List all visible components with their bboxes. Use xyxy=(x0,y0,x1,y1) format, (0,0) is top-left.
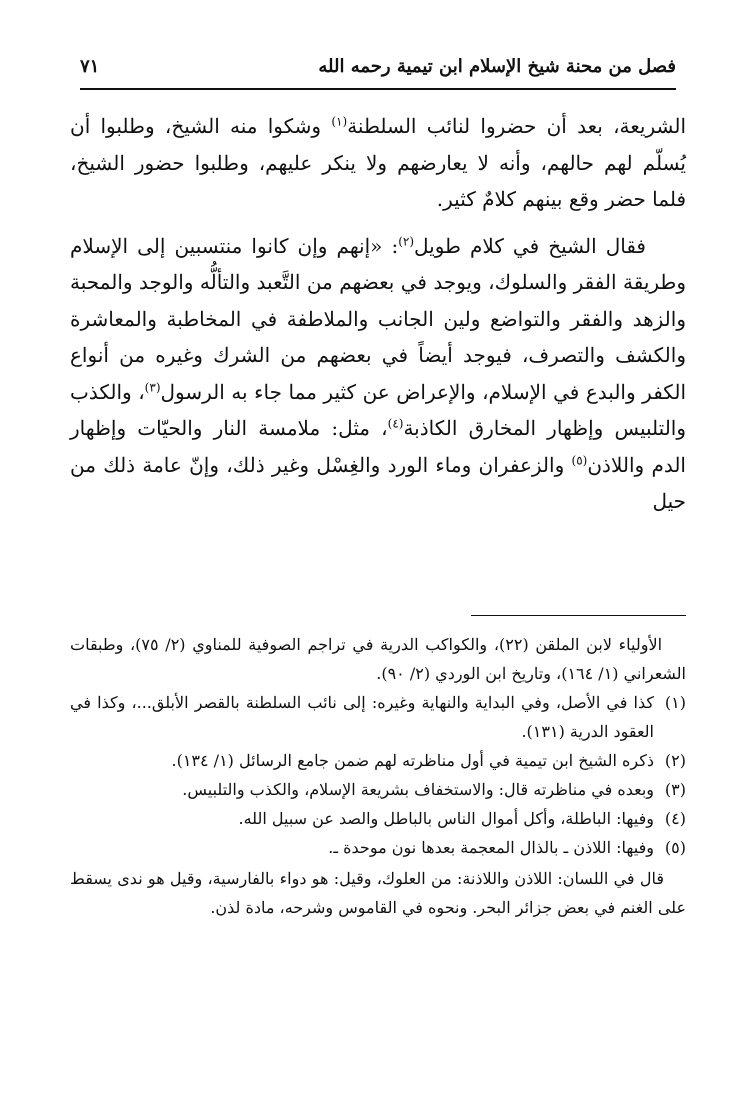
footnote-5 xyxy=(70,833,686,862)
running-title: فصل من محنة شيخ الإسلام ابن تيمية رحمه الله xyxy=(318,55,676,77)
footnotes xyxy=(70,630,686,922)
paragraph-1 xyxy=(70,108,686,218)
page-number: ٧١ xyxy=(80,55,100,77)
header-rule xyxy=(80,88,676,90)
p2-text-c: ، والكذب والتلبيس وإظهار المخارق الكاذبة xyxy=(70,379,686,440)
footnote-continuation: الأولياء لابن الملقن (٢٢)، والكواكب الدرية في تراجم الصوفية للمناوي (٢/ ٧٥)، وطبقات الشعراني (١/ ١٦٤)، وتاريخ ابن الوردي (٢/ ٩٠). xyxy=(70,635,686,683)
footnote-number: (٤) xyxy=(664,809,686,828)
footnote-number: (٥) xyxy=(664,838,686,857)
footnote-ref-5: (٥) xyxy=(571,452,588,467)
footnote-ref-3: (٣) xyxy=(144,379,161,394)
p1-text-b: وشكوا منه الشيخ، وطلبوا أن يُسلّم لهم حالهم، وأنه لا يعارضهم ولا ينكر عليهم، وطلبوا حضور الشيخ، فلما حضر وقع بينهم كلامٌ كثير. xyxy=(70,114,686,211)
p2-text-d: ، مثل: ملامسة النار والحيّات وإظهار الدم واللاذن xyxy=(70,416,686,477)
p2-text-a: فقال الشيخ في كلام طويل xyxy=(414,233,646,258)
footnote-separator xyxy=(471,615,686,616)
footnote-number: (١) xyxy=(664,693,686,712)
p2-text-e: والزعفران وماء الورد والغِسْل وغير ذلك، وإنّ عامة ذلك من حيل xyxy=(70,452,686,513)
footnote-number: (٢) xyxy=(664,751,686,770)
footnote-text: ذكره الشيخ ابن تيمية في أول مناظرته لهم ضمن جامع الرسائل (١/ ١٣٤). xyxy=(171,751,654,770)
p1-text-a: الشريعة، بعد أن حضروا لنائب السلطنة xyxy=(347,114,686,138)
footnote-5-detail: قال في اللسان: اللاذن واللاذنة: من العلوك، وقيل: هو دواء بالفارسية، وقيل هو ندى يسقط على الغنم في بعض جزائر البحر. ونحوه في القاموس وشرحه، مادة لذن. xyxy=(70,869,686,917)
running-header xyxy=(80,48,676,84)
footnote-text: وبعده في مناظرته قال: والاستخفاف بشريعة الإسلام، والكذب والتلبيس. xyxy=(182,780,654,799)
paragraph-2 xyxy=(70,228,686,520)
footnote-text: وفيها: اللاذن ـ بالذال المعجمة بعدها نون موحدة ـ. xyxy=(328,838,654,857)
footnote-1 xyxy=(70,688,686,746)
p2-text-b: : «إنهم وإن كانوا منتسبين إلى الإسلام وطريقة الفقر والسلوك، ويوجد في بعضهم من التَّعبد والتألُّه والوجد والمحبة والزهد والفقر والتواضع ولين الجانب والملاطفة في المخاطبة والمعاشرة والكشف والتصرف، فيوجد أيضاً في بعضهم من الشرك وغيره من أنواع الكفر والبدع في الإسلام، والإعراض عن كثير مما جاء به الرسول xyxy=(70,233,687,404)
footnote-4 xyxy=(70,804,686,833)
footnote-2 xyxy=(70,746,686,775)
footnote-ref-2: (٢) xyxy=(398,233,415,248)
footnote-text: كذا في الأصل، وفي البداية والنهاية وغيره: إلى نائب السلطنة بالقصر الأبلق...، وكذا في العقود الدرية (١٣١). xyxy=(70,693,654,741)
footnote-ref-4: (٤) xyxy=(387,416,404,431)
footnote-number: (٣) xyxy=(664,780,686,799)
footnote-3 xyxy=(70,775,686,804)
footnote-ref-1: (١) xyxy=(331,114,348,129)
footnote-text: وفيها: الباطلة، وأكل أموال الناس بالباطل والصد عن سبيل الله. xyxy=(238,809,654,828)
main-text xyxy=(70,108,686,520)
